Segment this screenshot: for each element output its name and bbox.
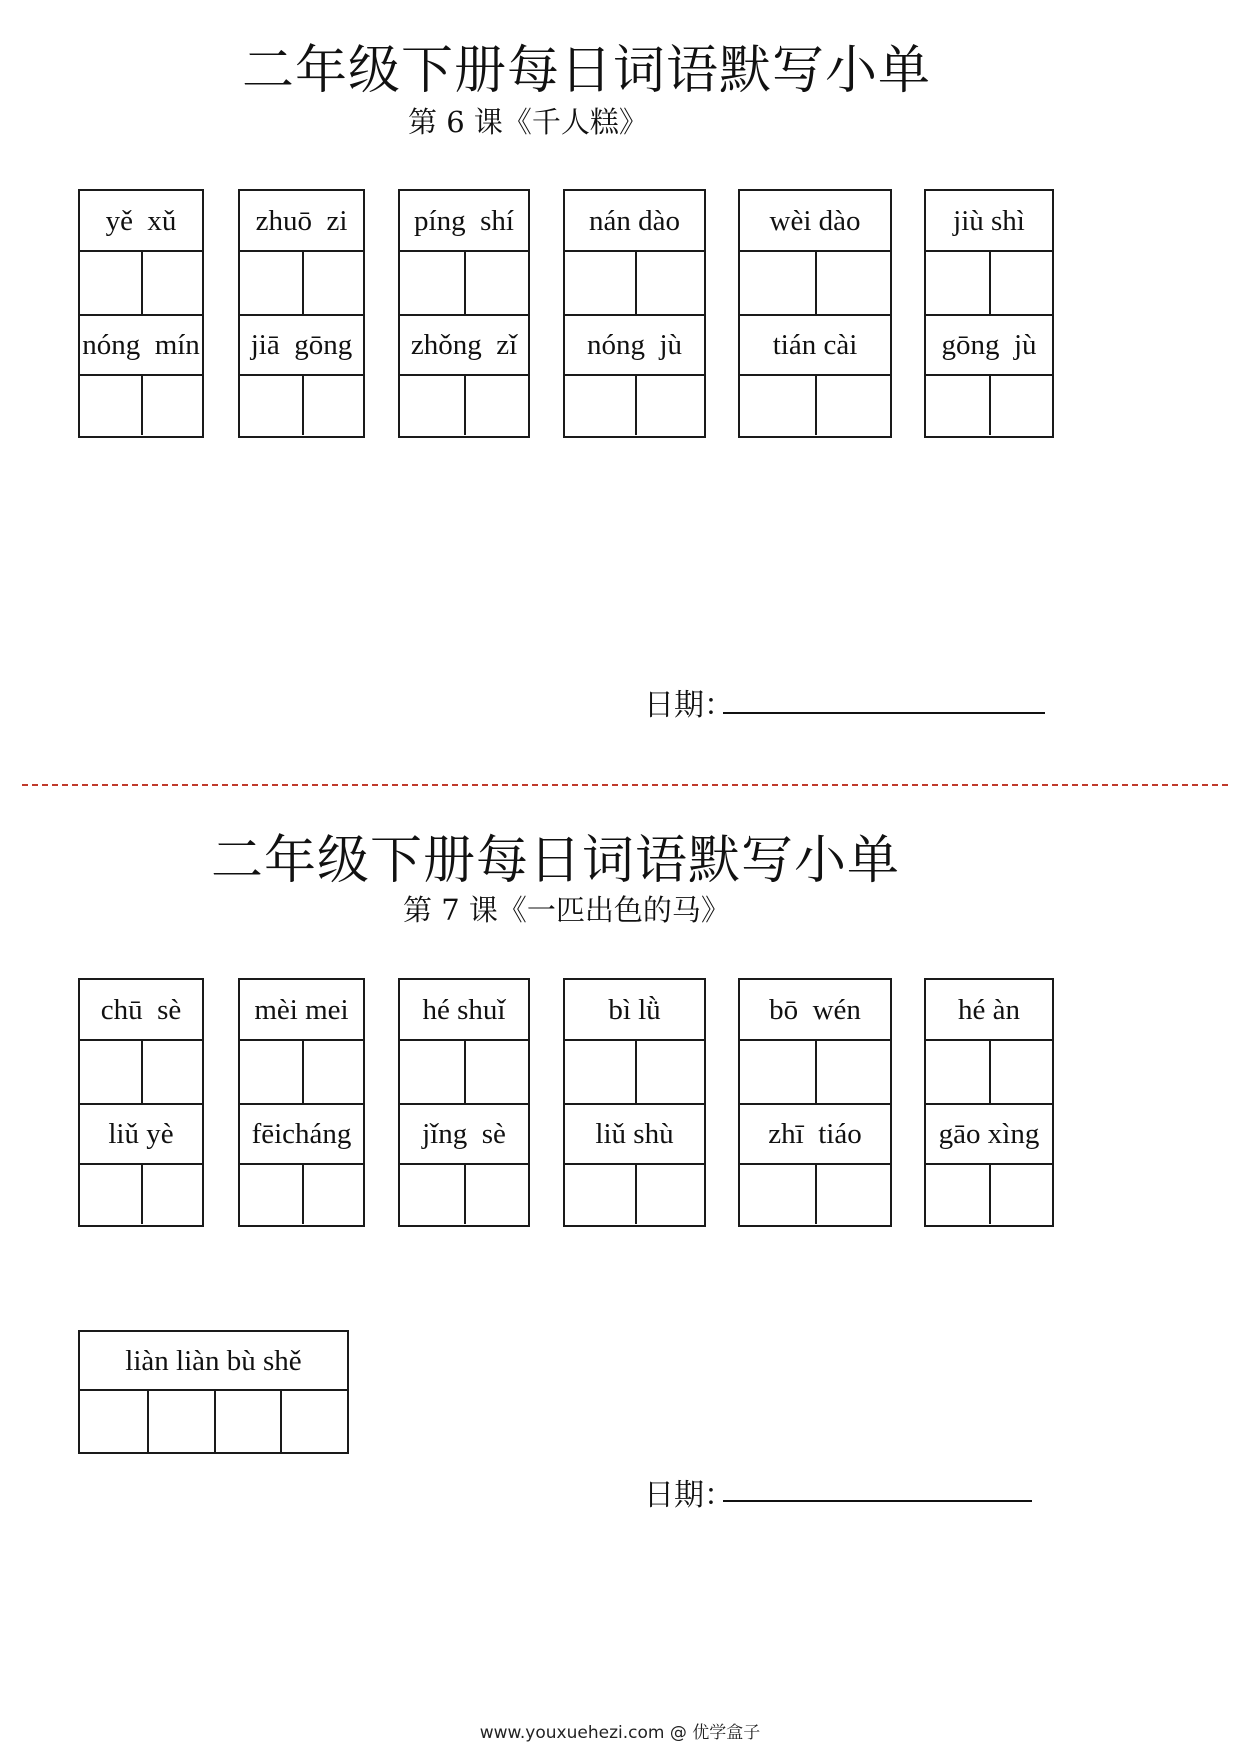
- row-divider: [926, 314, 1052, 316]
- writing-cell[interactable]: [991, 1164, 1052, 1224]
- row-divider: [240, 314, 363, 316]
- row-divider: [240, 1163, 363, 1165]
- writing-cell[interactable]: [926, 251, 989, 315]
- word-card: [78, 189, 204, 438]
- writing-cell[interactable]: [240, 1164, 302, 1224]
- writing-cell[interactable]: [80, 1040, 141, 1104]
- cell-divider: [302, 1164, 304, 1224]
- pinyin-label: hé shuǐ: [422, 994, 506, 1026]
- row-divider: [240, 1103, 363, 1105]
- cell-divider: [464, 1164, 466, 1224]
- pinyin-label: gāo xìng: [938, 1118, 1040, 1150]
- word-card: [563, 978, 706, 1227]
- row-divider: [80, 1039, 202, 1041]
- date-label: 日期：: [644, 688, 734, 723]
- pinyin-label: mèi mei: [254, 994, 349, 1026]
- pinyin-label: bì lǜ: [608, 994, 661, 1026]
- cell-divider: [815, 1040, 817, 1104]
- writing-cell[interactable]: [740, 375, 815, 435]
- writing-cell[interactable]: [817, 1040, 890, 1104]
- writing-cell[interactable]: [466, 251, 528, 315]
- lesson-title: 第 6 课《千人糕》: [408, 105, 648, 139]
- pinyin-label: liǔ yè: [108, 1118, 174, 1150]
- word-card: [78, 978, 204, 1227]
- worksheet-title: 二年级下册每日词语默写小单: [242, 41, 932, 101]
- writing-cell[interactable]: [466, 1040, 528, 1104]
- date-input-line[interactable]: [723, 712, 1045, 714]
- pinyin-label: wèi dào: [769, 205, 861, 237]
- writing-cell[interactable]: [565, 251, 635, 315]
- row-divider: [926, 1163, 1052, 1165]
- word-card: [398, 978, 530, 1227]
- row-divider: [80, 1163, 202, 1165]
- writing-cell[interactable]: [143, 1164, 202, 1224]
- word-card: [238, 189, 365, 438]
- pinyin-label: jiù shì: [953, 205, 1025, 237]
- row-divider: [740, 250, 890, 252]
- cell-divider: [989, 375, 991, 435]
- writing-cell[interactable]: [304, 251, 363, 315]
- writing-cell[interactable]: [740, 1164, 815, 1224]
- writing-cell[interactable]: [637, 1040, 704, 1104]
- row-divider: [565, 1163, 704, 1165]
- row-divider: [400, 1103, 528, 1105]
- writing-cell[interactable]: [926, 1164, 989, 1224]
- writing-cell[interactable]: [280, 1391, 347, 1452]
- row-divider: [565, 374, 704, 376]
- row-divider: [80, 374, 202, 376]
- writing-cell[interactable]: [143, 1040, 202, 1104]
- pinyin-label: zhǒng zǐ: [410, 329, 518, 361]
- word-card: [738, 978, 892, 1227]
- pinyin-label: jiā gōng: [250, 329, 353, 361]
- row-divider: [400, 1163, 528, 1165]
- cell-divider: [147, 1390, 149, 1452]
- pinyin-label: liǔ shù: [595, 1118, 674, 1150]
- word-card: [563, 189, 706, 438]
- pinyin-label: liàn liàn bù shě: [125, 1345, 302, 1377]
- writing-cell[interactable]: [80, 1164, 141, 1224]
- row-divider: [926, 1103, 1052, 1105]
- row-divider: [240, 1039, 363, 1041]
- row-divider: [400, 1039, 528, 1041]
- cell-divider: [141, 1164, 143, 1224]
- word-card: [924, 978, 1054, 1227]
- pinyin-label: yě xǔ: [105, 205, 177, 237]
- writing-cell[interactable]: [304, 375, 363, 435]
- pinyin-label: nóng mín: [82, 329, 200, 361]
- row-divider: [400, 374, 528, 376]
- row-divider: [565, 1039, 704, 1041]
- cell-divider: [464, 1040, 466, 1104]
- lesson-title: 第 7 课《一匹出色的马》: [403, 893, 730, 927]
- row-divider: [80, 314, 202, 316]
- cell-divider: [464, 251, 466, 315]
- pinyin-label: gōng jù: [941, 329, 1037, 361]
- row-divider: [740, 1039, 890, 1041]
- writing-cell[interactable]: [214, 1391, 281, 1452]
- pinyin-label: jǐng sè: [422, 1118, 506, 1150]
- row-divider: [740, 314, 890, 316]
- pinyin-label: nán dào: [589, 205, 680, 237]
- word-card: [398, 189, 530, 438]
- word-card: [738, 189, 892, 438]
- writing-cell[interactable]: [740, 1040, 815, 1104]
- cell-divider: [815, 375, 817, 435]
- row-divider: [80, 250, 202, 252]
- writing-cell[interactable]: [240, 375, 302, 435]
- cell-divider: [635, 251, 637, 315]
- word-card: [924, 189, 1054, 438]
- writing-cell[interactable]: [240, 1040, 302, 1104]
- row-divider: [240, 374, 363, 376]
- writing-cell[interactable]: [400, 1040, 464, 1104]
- writing-cell[interactable]: [304, 1040, 363, 1104]
- row-divider: [926, 250, 1052, 252]
- row-divider: [565, 1103, 704, 1105]
- writing-cell[interactable]: [147, 1391, 214, 1452]
- date-input-line[interactable]: [723, 1500, 1032, 1502]
- writing-cell[interactable]: [80, 375, 141, 435]
- writing-cell[interactable]: [817, 375, 890, 435]
- word-card: [238, 978, 365, 1227]
- writing-cell[interactable]: [637, 375, 704, 435]
- writing-cell[interactable]: [565, 1164, 635, 1224]
- pinyin-label: zhī tiáo: [768, 1118, 862, 1150]
- cell-divider: [815, 1164, 817, 1224]
- pinyin-label: zhuō zi: [255, 205, 348, 237]
- writing-cell[interactable]: [400, 1164, 464, 1224]
- writing-cell[interactable]: [926, 1040, 989, 1104]
- date-label: 日期：: [644, 1478, 734, 1513]
- writing-cell[interactable]: [400, 375, 464, 435]
- pinyin-label: fēicháng: [251, 1118, 352, 1150]
- writing-cell[interactable]: [80, 251, 141, 315]
- row-divider: [400, 250, 528, 252]
- cell-divider: [635, 1040, 637, 1104]
- writing-cell[interactable]: [637, 251, 704, 315]
- row-divider: [740, 1103, 890, 1105]
- cell-divider: [464, 375, 466, 435]
- writing-cell[interactable]: [143, 375, 202, 435]
- row-divider: [565, 314, 704, 316]
- writing-cell[interactable]: [817, 251, 890, 315]
- worksheet-title: 二年级下册每日词语默写小单: [211, 831, 901, 891]
- row-divider: [400, 314, 528, 316]
- footer-watermark: www.youxuehezi.com @ 优学盒子: [479, 1723, 761, 1743]
- writing-cell[interactable]: [143, 251, 202, 315]
- writing-cell[interactable]: [80, 1391, 147, 1452]
- section-divider: [22, 784, 1228, 786]
- cell-divider: [280, 1390, 282, 1452]
- cell-divider: [302, 251, 304, 315]
- writing-cell[interactable]: [991, 251, 1052, 315]
- writing-cell[interactable]: [637, 1164, 704, 1224]
- row-divider: [926, 374, 1052, 376]
- writing-cell[interactable]: [304, 1164, 363, 1224]
- row-divider: [926, 1039, 1052, 1041]
- cell-divider: [635, 375, 637, 435]
- cell-divider: [635, 1164, 637, 1224]
- cell-divider: [302, 1040, 304, 1104]
- cell-divider: [141, 251, 143, 315]
- writing-cell[interactable]: [991, 1040, 1052, 1104]
- cell-divider: [141, 375, 143, 435]
- pinyin-label: bō wén: [769, 994, 861, 1026]
- cell-divider: [214, 1390, 216, 1452]
- pinyin-label: píng shí: [414, 205, 514, 237]
- row-divider: [565, 250, 704, 252]
- row-divider: [740, 374, 890, 376]
- pinyin-label: hé àn: [958, 994, 1020, 1026]
- pinyin-label: tián cài: [772, 329, 858, 361]
- cell-divider: [989, 1040, 991, 1104]
- idiom-card: [78, 1330, 349, 1454]
- writing-cell[interactable]: [926, 375, 989, 435]
- writing-cell[interactable]: [565, 375, 635, 435]
- writing-cell[interactable]: [466, 375, 528, 435]
- cell-divider: [141, 1040, 143, 1104]
- cell-divider: [302, 375, 304, 435]
- cell-divider: [989, 251, 991, 315]
- row-divider: [80, 1103, 202, 1105]
- writing-cell[interactable]: [740, 251, 815, 315]
- writing-cell[interactable]: [466, 1164, 528, 1224]
- cell-divider: [989, 1164, 991, 1224]
- pinyin-label: nóng jù: [586, 329, 683, 361]
- writing-cell[interactable]: [240, 251, 302, 315]
- row-divider: [740, 1163, 890, 1165]
- row-divider: [240, 250, 363, 252]
- writing-cell[interactable]: [991, 375, 1052, 435]
- cell-divider: [815, 251, 817, 315]
- writing-cell[interactable]: [565, 1040, 635, 1104]
- pinyin-label: chū sè: [100, 994, 182, 1026]
- writing-cell[interactable]: [400, 251, 464, 315]
- writing-cell[interactable]: [817, 1164, 890, 1224]
